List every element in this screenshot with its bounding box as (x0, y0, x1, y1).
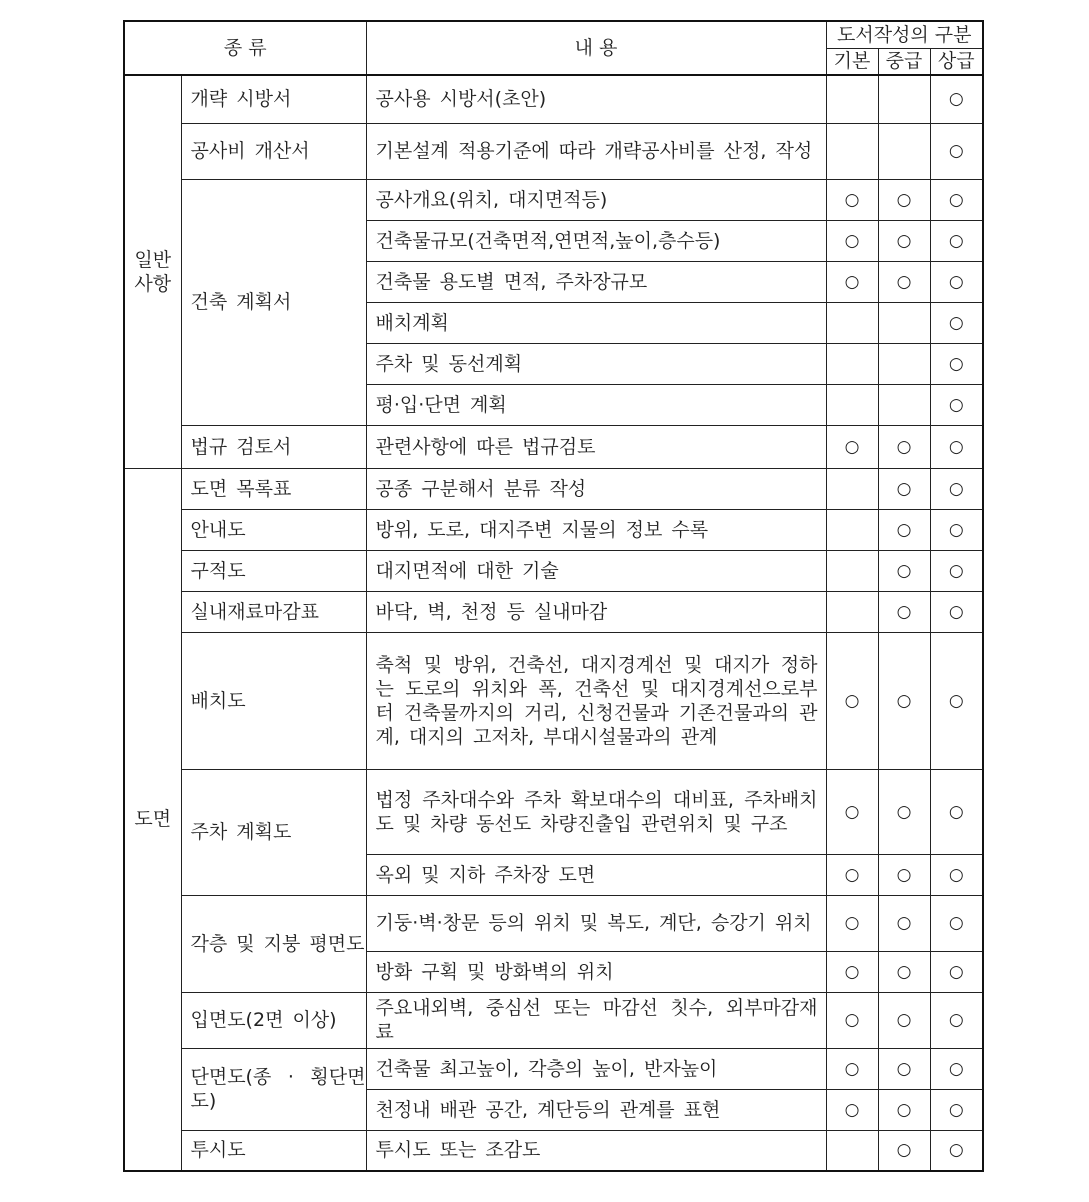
level-mark: ○ (878, 632, 930, 769)
level-mark: ○ (878, 1130, 930, 1171)
table-row (124, 75, 983, 123)
item-content: 대지면적에 대한 기술 (366, 550, 826, 591)
level-mark: ○ (930, 632, 983, 769)
group-label: 일반 사항 (124, 75, 181, 468)
item-content: 건축물규모(건축면적,연면적,높이,층수등) (366, 220, 826, 261)
level-mark: ○ (878, 220, 930, 261)
item-type: 배치도 (181, 632, 366, 769)
level-mark: ○ (878, 1048, 930, 1089)
level-mark (826, 384, 878, 425)
level-mark: ○ (930, 1048, 983, 1089)
level-mark: ○ (930, 302, 983, 343)
item-content: 건축물 용도별 면적, 주차장규모 (366, 261, 826, 302)
level-mark: ○ (826, 1089, 878, 1130)
item-type: 구적도 (181, 550, 366, 591)
level-mark (826, 468, 878, 509)
item-content: 주요내외벽, 중심선 또는 마감선 칫수, 외부마감재료 (366, 992, 826, 1048)
level-mark: ○ (826, 425, 878, 468)
item-content: 축척 및 방위, 건축선, 대지경계선 및 대지가 정하는 도로의 위치와 폭, 건축선 및 대지경계선으로부터 건축물까지의 거리, 신청건물과 기존건물과의 관계, 대지의 고저차, 부대시설물과의 관계 (366, 632, 826, 769)
level-mark: ○ (878, 550, 930, 591)
level-mark: ○ (930, 1089, 983, 1130)
table-row (124, 632, 983, 769)
level-mark: ○ (878, 769, 930, 854)
level-mark: ○ (930, 550, 983, 591)
level-mark (826, 75, 878, 123)
item-type: 개략 시방서 (181, 75, 366, 123)
level-mark (826, 302, 878, 343)
item-content: 방화 구획 및 방화벽의 위치 (366, 951, 826, 992)
item-type: 주차 계획도 (181, 769, 366, 895)
level-mark: ○ (826, 632, 878, 769)
table-row (124, 769, 983, 854)
level-mark (878, 302, 930, 343)
item-type: 법규 검토서 (181, 425, 366, 468)
level-mark: ○ (930, 769, 983, 854)
header-level-basic: 기본 (826, 48, 878, 75)
level-mark: ○ (930, 895, 983, 951)
table-row (124, 1130, 983, 1171)
level-mark (826, 1130, 878, 1171)
level-mark (826, 123, 878, 179)
level-mark: ○ (930, 591, 983, 632)
level-mark: ○ (930, 992, 983, 1048)
level-mark (826, 509, 878, 550)
level-mark: ○ (930, 343, 983, 384)
table-row (124, 425, 983, 468)
level-mark: ○ (878, 261, 930, 302)
table-row (124, 509, 983, 550)
level-mark: ○ (930, 220, 983, 261)
level-mark: ○ (930, 854, 983, 895)
item-type: 건축 계획서 (181, 179, 366, 425)
group-label: 도면 (124, 468, 181, 1171)
level-mark: ○ (826, 769, 878, 854)
design-document-table (123, 20, 984, 1172)
level-mark (878, 75, 930, 123)
item-type: 각층 및 지붕 평면도 (181, 895, 366, 992)
item-type: 단면도(종 · 횡단면도) (181, 1048, 366, 1130)
level-mark: ○ (930, 75, 983, 123)
level-mark (826, 550, 878, 591)
table-row (124, 123, 983, 179)
level-mark: ○ (878, 425, 930, 468)
level-mark: ○ (930, 509, 983, 550)
level-mark (878, 384, 930, 425)
item-content: 방위, 도로, 대지주변 지물의 정보 수록 (366, 509, 826, 550)
item-content: 관련사항에 따른 법규검토 (366, 425, 826, 468)
item-content: 주차 및 동선계획 (366, 343, 826, 384)
level-mark: ○ (826, 895, 878, 951)
level-mark: ○ (930, 261, 983, 302)
level-mark: ○ (878, 854, 930, 895)
item-type: 공사비 개산서 (181, 123, 366, 179)
item-content: 공사용 시방서(초안) (366, 75, 826, 123)
header-content: 내 용 (366, 21, 826, 75)
level-mark: ○ (826, 220, 878, 261)
level-mark: ○ (826, 179, 878, 220)
table-row (124, 895, 983, 951)
level-mark: ○ (878, 468, 930, 509)
item-type: 입면도(2면 이상) (181, 992, 366, 1048)
item-content: 배치계획 (366, 302, 826, 343)
level-mark: ○ (878, 1089, 930, 1130)
level-mark: ○ (826, 1048, 878, 1089)
table-body (124, 75, 983, 1171)
item-content: 기본설계 적용기준에 따라 개략공사비를 산정, 작성 (366, 123, 826, 179)
level-mark: ○ (930, 384, 983, 425)
item-content: 법정 주차대수와 주차 확보대수의 대비표, 주차배치도 및 차량 동선도 차량진출입 관련위치 및 구조 (366, 769, 826, 854)
level-mark: ○ (930, 1130, 983, 1171)
header-level-intermediate: 중급 (878, 48, 930, 75)
level-mark: ○ (930, 179, 983, 220)
item-content: 천정내 배관 공간, 계단등의 관계를 표현 (366, 1089, 826, 1130)
header-level-advanced: 상급 (930, 48, 983, 75)
item-content: 투시도 또는 조감도 (366, 1130, 826, 1171)
level-mark: ○ (878, 992, 930, 1048)
level-mark: ○ (930, 123, 983, 179)
level-mark: ○ (878, 591, 930, 632)
level-mark (826, 591, 878, 632)
table-row (124, 992, 983, 1048)
table-row (124, 179, 983, 220)
item-type: 실내재료마감표 (181, 591, 366, 632)
header-classification: 도서작성의 구분 (826, 21, 983, 48)
table-row (124, 468, 983, 509)
table-row (124, 591, 983, 632)
level-mark: ○ (878, 179, 930, 220)
item-type: 도면 목록표 (181, 468, 366, 509)
item-content: 건축물 최고높이, 각층의 높이, 반자높이 (366, 1048, 826, 1089)
level-mark: ○ (878, 509, 930, 550)
level-mark: ○ (826, 951, 878, 992)
item-content: 옥외 및 지하 주차장 도면 (366, 854, 826, 895)
table-row (124, 1048, 983, 1089)
level-mark: ○ (826, 854, 878, 895)
level-mark (878, 343, 930, 384)
level-mark: ○ (930, 468, 983, 509)
item-type: 안내도 (181, 509, 366, 550)
table-row (124, 550, 983, 591)
item-type: 투시도 (181, 1130, 366, 1171)
header-type: 종 류 (124, 21, 366, 75)
item-content: 바닥, 벽, 천정 등 실내마감 (366, 591, 826, 632)
level-mark: ○ (826, 992, 878, 1048)
level-mark (878, 123, 930, 179)
item-content: 공종 구분해서 분류 작성 (366, 468, 826, 509)
level-mark: ○ (826, 261, 878, 302)
item-content: 공사개요(위치, 대지면적등) (366, 179, 826, 220)
level-mark: ○ (930, 425, 983, 468)
level-mark: ○ (878, 951, 930, 992)
item-content: 기둥·벽·창문 등의 위치 및 복도, 계단, 승강기 위치 (366, 895, 826, 951)
level-mark (826, 343, 878, 384)
level-mark: ○ (930, 951, 983, 992)
item-content: 평·입·단면 계획 (366, 384, 826, 425)
level-mark: ○ (878, 895, 930, 951)
